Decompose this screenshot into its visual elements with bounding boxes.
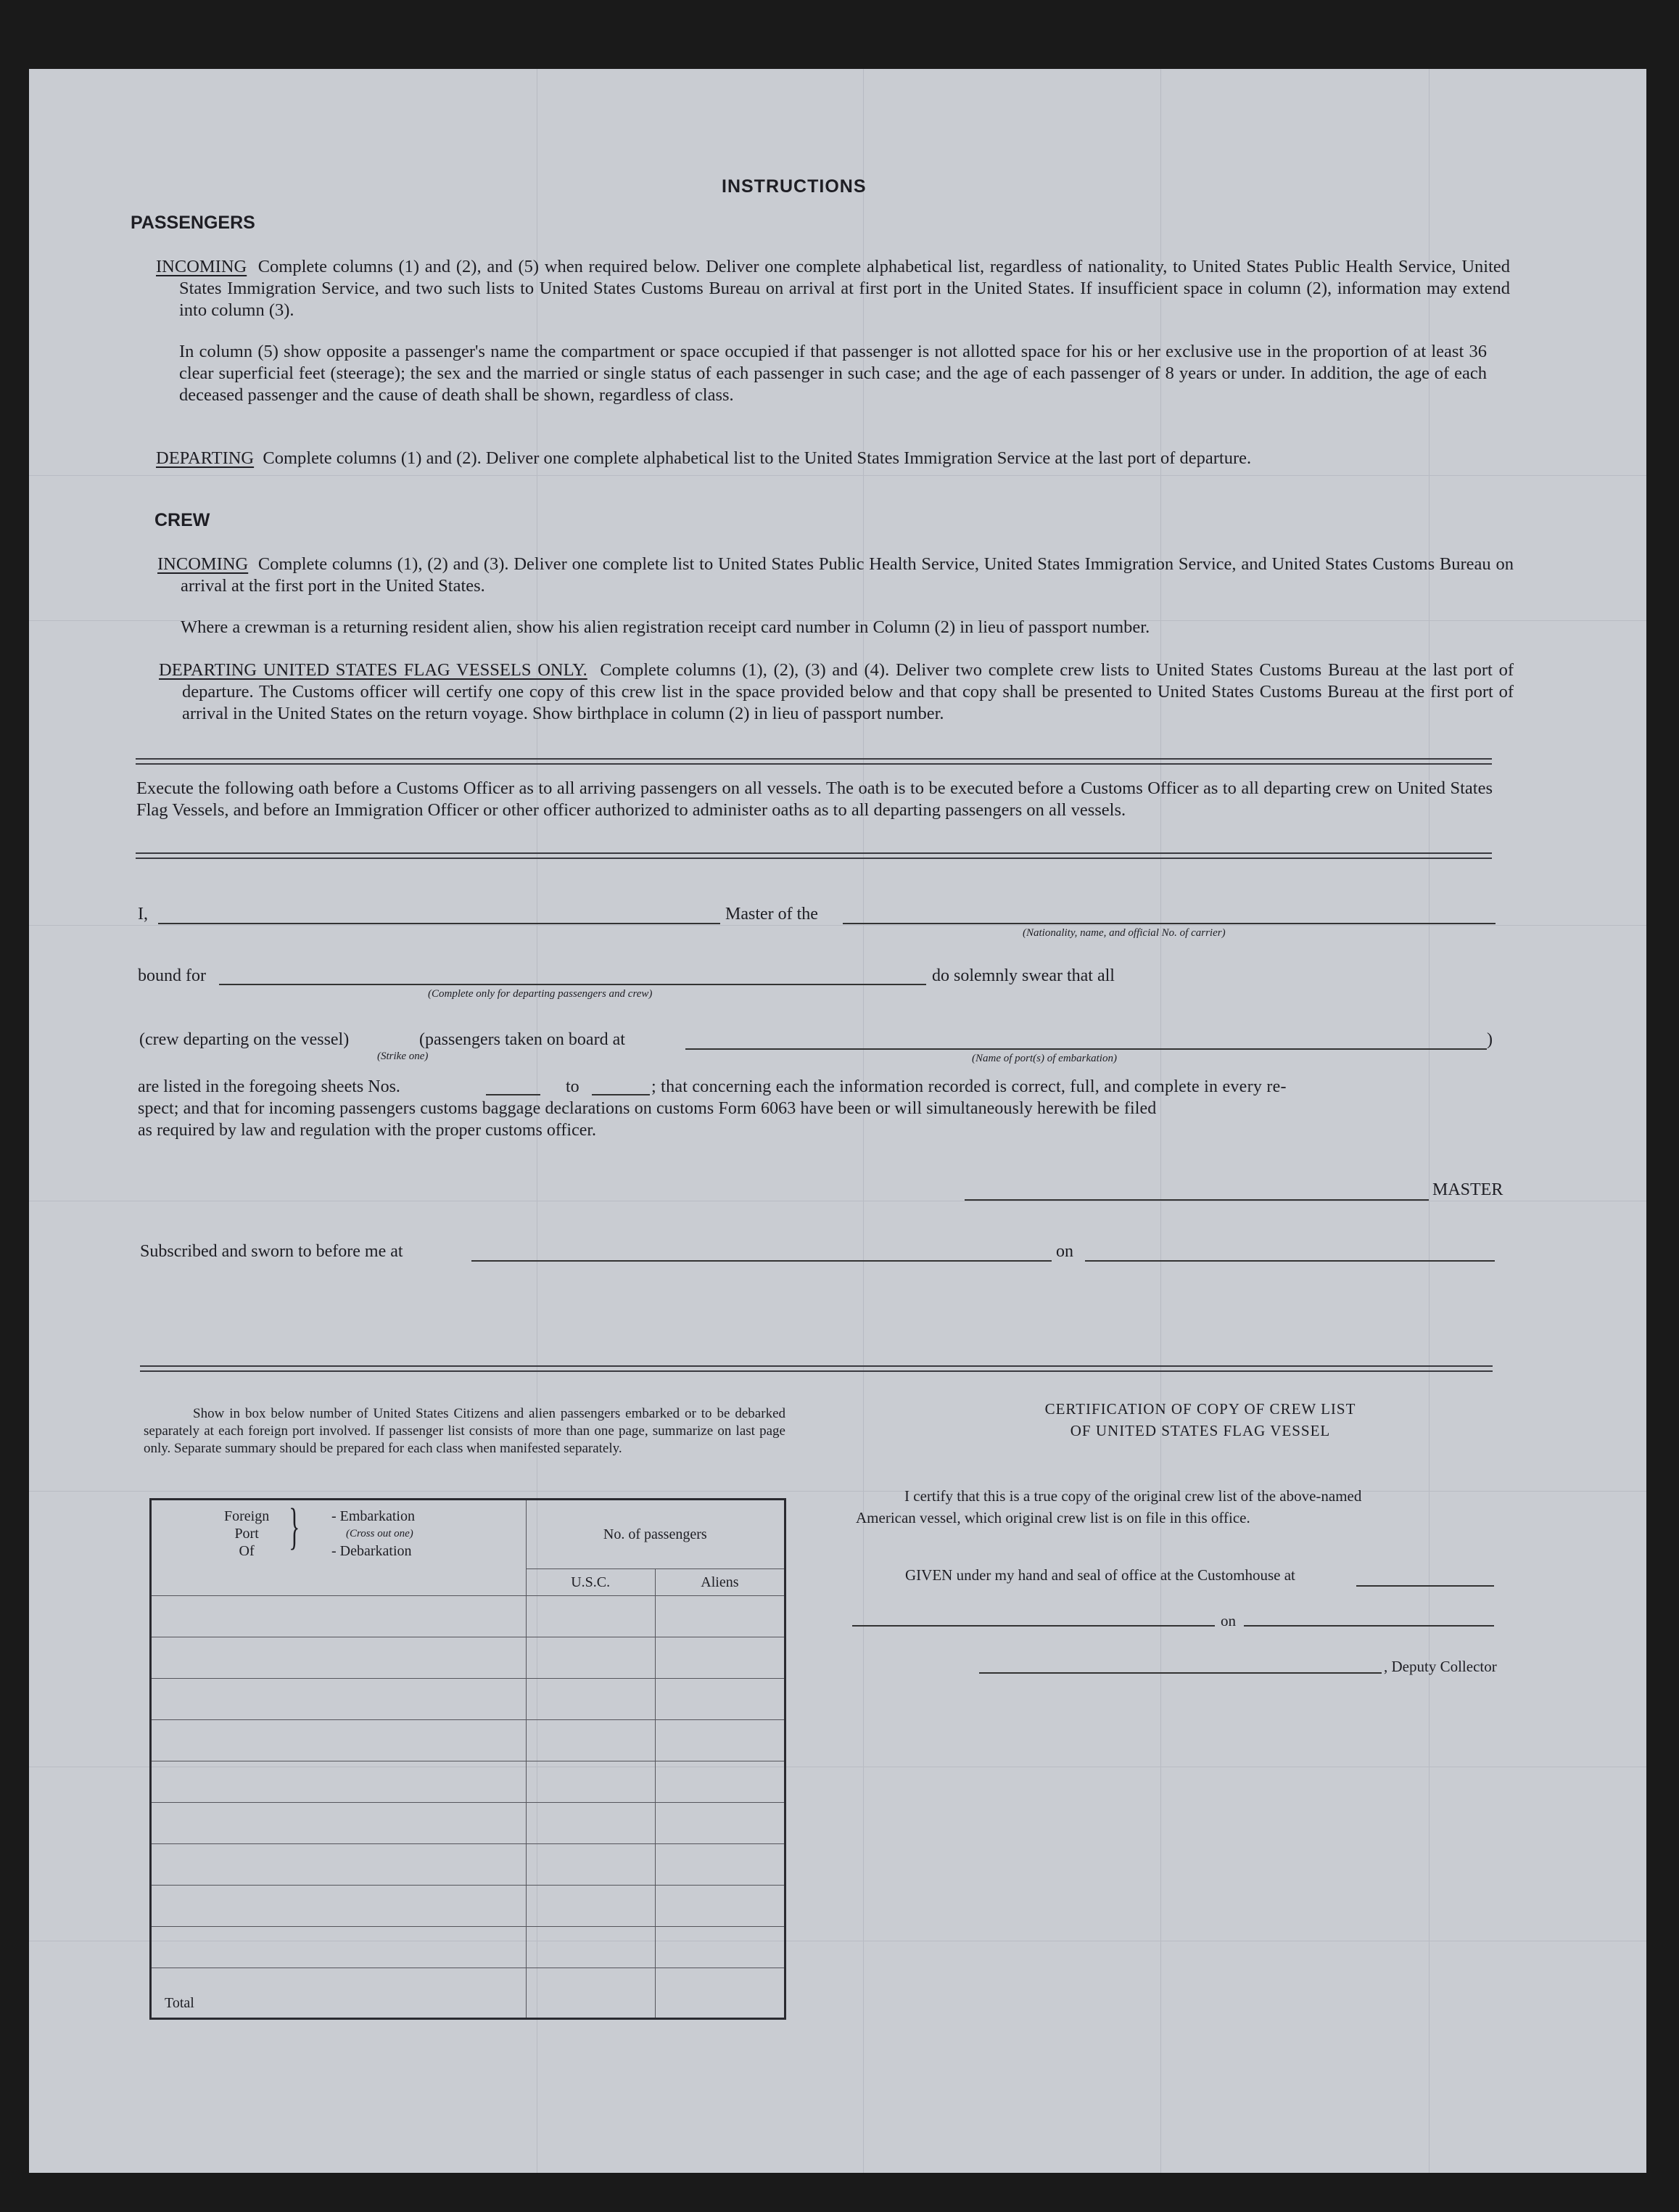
usc-cell[interactable] <box>526 1761 655 1803</box>
instructions-title: INSTRUCTIONS <box>722 176 867 197</box>
ghost-row-rule <box>29 925 1646 926</box>
subscribed-place-field[interactable] <box>471 1260 1052 1262</box>
table-row <box>151 1679 785 1720</box>
form-sheet <box>29 69 1646 2173</box>
port-cell[interactable] <box>151 1803 527 1844</box>
aliens-cell[interactable] <box>655 1679 785 1720</box>
crew-resident-paragraph: Where a crewman is a returning resident alien, show his alien registration receipt card number in Column (2) in lieu of passport number. <box>181 617 1150 637</box>
debarkation-option[interactable]: - Debarkation <box>331 1543 412 1559</box>
oath-intro: Execute the following oath before a Customs Officer as to all arriving passengers on all vessels. The oath is to be executed before a Customs Officer as to all departing crew on United States Flag Vessels, and before an Immigration Officer or other officer authorized to administer oaths as to all departing passengers on all vessels. <box>136 778 1493 820</box>
cross-out-hint: (Cross out one) <box>346 1528 413 1539</box>
sheet-to-field[interactable] <box>592 1094 650 1095</box>
subscribed-date-field[interactable] <box>1085 1260 1495 1262</box>
usc-cell[interactable] <box>526 1803 655 1844</box>
embarkation-port-field[interactable] <box>685 1048 1487 1050</box>
usc-total-cell[interactable] <box>526 1968 655 2019</box>
listed-clause: ; that concerning each the information recorded is correct, full, and complete in every re- <box>651 1077 1287 1096</box>
usc-cell[interactable] <box>526 1927 655 1968</box>
aliens-cell[interactable] <box>655 1886 785 1927</box>
deputy-collector-label: , Deputy Collector <box>1384 1658 1497 1675</box>
listed-clause-cont: spect; and that for incoming passengers customs baggage declarations on customs Form 6063 have been or will simultaneously herewith be filed <box>138 1099 1157 1118</box>
embarkation-option[interactable]: - Embarkation <box>331 1508 415 1524</box>
carrier-hint: (Nationality, name, and official No. of carrier) <box>1023 927 1226 939</box>
strike-one-hint: (Strike one) <box>377 1051 429 1062</box>
crew-departing-text: Complete columns (1), (2), (3) and (4). Deliver two complete crew lists to United States Customs Bureau at the last port of departure. The Customs officer will certify one copy of this crew list in the space provided below and that copy shall be presented to United States Customs Bureau at the first port of arrival in the United States on the return voyage. Show birthplace in column (2) in lieu of passport number. <box>182 660 1514 723</box>
master-of-label: Master of the <box>725 905 818 924</box>
listed-sheets-label: are listed in the foregoing sheets Nos. <box>138 1077 400 1096</box>
summary-instructions: Show in box below number of United States Citizens and alien passengers embarked or to be debarked separately at each foreign port involved. If passenger list consists of more than one page, summarize on last page only. Separate summary should be prepared for each class when manifested separately. <box>144 1406 785 1456</box>
aliens-cell[interactable] <box>655 1761 785 1803</box>
certify-line-1: I certify that this is a true copy of the original crew list of the above-named <box>904 1487 1362 1505</box>
aliens-total-cell[interactable] <box>655 1968 785 2019</box>
carrier-field[interactable] <box>843 923 1496 924</box>
customhouse-field[interactable] <box>1356 1585 1494 1587</box>
double-rule <box>136 758 1492 765</box>
crew-departing-label: DEPARTING UNITED STATES FLAG VESSELS ONLY. <box>159 660 587 680</box>
aliens-cell[interactable] <box>655 1720 785 1761</box>
of-label: Of <box>239 1543 255 1559</box>
certify-line-2: American vessel, which original crew list is on file in this office. <box>856 1509 1250 1526</box>
port-cell[interactable] <box>151 1927 527 1968</box>
passengers-incoming-label: INCOMING <box>156 257 247 276</box>
passengers-heading: PASSENGERS <box>131 213 255 233</box>
crew-incoming-label: INCOMING <box>157 554 249 574</box>
port-header-cell <box>151 1500 527 1596</box>
certification-place-field[interactable] <box>852 1625 1215 1627</box>
embark-options <box>331 1508 415 1560</box>
crew-departing-paragraph <box>159 659 1514 725</box>
passenger-summary-table <box>149 1498 786 2020</box>
ghost-row-rule <box>29 1491 1646 1492</box>
brace-glyph: } <box>289 1499 300 1555</box>
usc-cell[interactable] <box>526 1844 655 1886</box>
double-rule <box>136 852 1492 859</box>
table-row <box>151 1720 785 1761</box>
total-row <box>151 1968 785 2019</box>
passengers-taken-option[interactable]: (passengers taken on board at <box>419 1030 625 1049</box>
usc-cell[interactable] <box>526 1596 655 1637</box>
double-rule <box>140 1365 1493 1372</box>
usc-cell[interactable] <box>526 1886 655 1927</box>
certification-title <box>965 1398 1436 1442</box>
usc-header: U.S.C. <box>526 1569 655 1596</box>
port-header-labels <box>224 1508 269 1560</box>
subscribed-label: Subscribed and sworn to before me at <box>140 1242 403 1261</box>
subscribed-on-label: on <box>1056 1242 1073 1261</box>
port-cell[interactable] <box>151 1720 527 1761</box>
port-cell[interactable] <box>151 1596 527 1637</box>
given-text: GIVEN under my hand and seal of office at the Customhouse at <box>905 1566 1295 1584</box>
certification-title-line-2: OF UNITED STATES FLAG VESSEL <box>1070 1422 1331 1439</box>
usc-cell[interactable] <box>526 1637 655 1679</box>
aliens-cell[interactable] <box>655 1637 785 1679</box>
usc-cell[interactable] <box>526 1720 655 1761</box>
port-cell[interactable] <box>151 1637 527 1679</box>
aliens-cell[interactable] <box>655 1844 785 1886</box>
table-row <box>151 1596 785 1637</box>
table-row <box>151 1886 785 1927</box>
foreign-label: Foreign <box>224 1508 270 1524</box>
table-row <box>151 1637 785 1679</box>
deputy-signature-field[interactable] <box>979 1672 1382 1674</box>
certification-title-line-1: CERTIFICATION OF COPY OF CREW LIST <box>1044 1400 1356 1418</box>
crew-departing-option[interactable]: (crew departing on the vessel) <box>139 1030 350 1049</box>
aliens-cell[interactable] <box>655 1927 785 1968</box>
sheets-to-label: to <box>566 1077 579 1096</box>
port-cell[interactable] <box>151 1844 527 1886</box>
aliens-cell[interactable] <box>655 1596 785 1637</box>
usc-cell[interactable] <box>526 1679 655 1720</box>
oath-i-label: I, <box>138 905 148 924</box>
crew-heading: CREW <box>154 510 210 530</box>
ghost-row-rule <box>29 475 1646 476</box>
total-label: Total <box>151 1968 527 2019</box>
certification-date-field[interactable] <box>1244 1625 1494 1627</box>
table-row <box>151 1761 785 1803</box>
passengers-departing-paragraph <box>156 448 1510 469</box>
certification-on-label: on <box>1221 1612 1236 1629</box>
column5-paragraph: In column (5) show opposite a passenger's name the compartment or space occupied if that passenger is not allotted space for his or her exclusive use in the proportion of at least 36 clear superficial feet (steerage); the sex and the married or single status of each passenger in such case; and the age of each passenger of 8 years or under. In addition, the age of each deceased passenger and the cause of death shall be shown, regardless of class. <box>179 342 1487 405</box>
passengers-departing-label: DEPARTING <box>156 448 255 468</box>
aliens-cell[interactable] <box>655 1803 785 1844</box>
passengers-incoming-paragraph <box>156 256 1510 321</box>
port-hint: (Name of port(s) of embarkation) <box>972 1053 1117 1064</box>
listed-clause-end: as required by law and regulation with the proper customs officer. <box>138 1121 597 1140</box>
port-cell[interactable] <box>151 1886 527 1927</box>
swear-text: do solemnly swear that all <box>932 966 1115 985</box>
close-paren: ) <box>1487 1030 1493 1049</box>
passengers-incoming-text: Complete columns (1) and (2), and (5) when required below. Deliver one complete alphabetical list, regardless of nationality, to United States Public Health Service, United States Immigration Service, and two such lists to United States Customs Bureau on arrival at first port in the United States. If insufficient space in column (2), information may extend into column (3). <box>179 257 1510 320</box>
port-cell[interactable] <box>151 1761 527 1803</box>
passengers-departing-text: Complete columns (1) and (2). Deliver one complete alphabetical list to the United States Immigration Service at the last port of departure. <box>263 448 1252 468</box>
table-row <box>151 1844 785 1886</box>
port-label: Port <box>234 1526 259 1542</box>
no-passengers-header: No. of passengers <box>526 1500 785 1569</box>
bound-for-label: bound for <box>138 966 206 985</box>
table-row <box>151 1803 785 1844</box>
aliens-header: Aliens <box>655 1569 785 1596</box>
table-row <box>151 1927 785 1968</box>
port-cell[interactable] <box>151 1679 527 1720</box>
sheet-from-field[interactable] <box>486 1094 540 1095</box>
crew-incoming-text: Complete columns (1), (2) and (3). Deliver one complete list to United States Public Health Service, United States Immigration Service, and United States Customs Bureau on arrival at the first port in the United States. <box>181 554 1514 596</box>
bound-hint: (Complete only for departing passengers and crew) <box>428 988 653 1000</box>
destination-field[interactable] <box>219 984 926 985</box>
master-label: MASTER <box>1432 1180 1503 1199</box>
master-signature-field[interactable] <box>965 1199 1429 1201</box>
master-name-field[interactable] <box>158 923 720 924</box>
crew-incoming-paragraph <box>157 554 1514 597</box>
